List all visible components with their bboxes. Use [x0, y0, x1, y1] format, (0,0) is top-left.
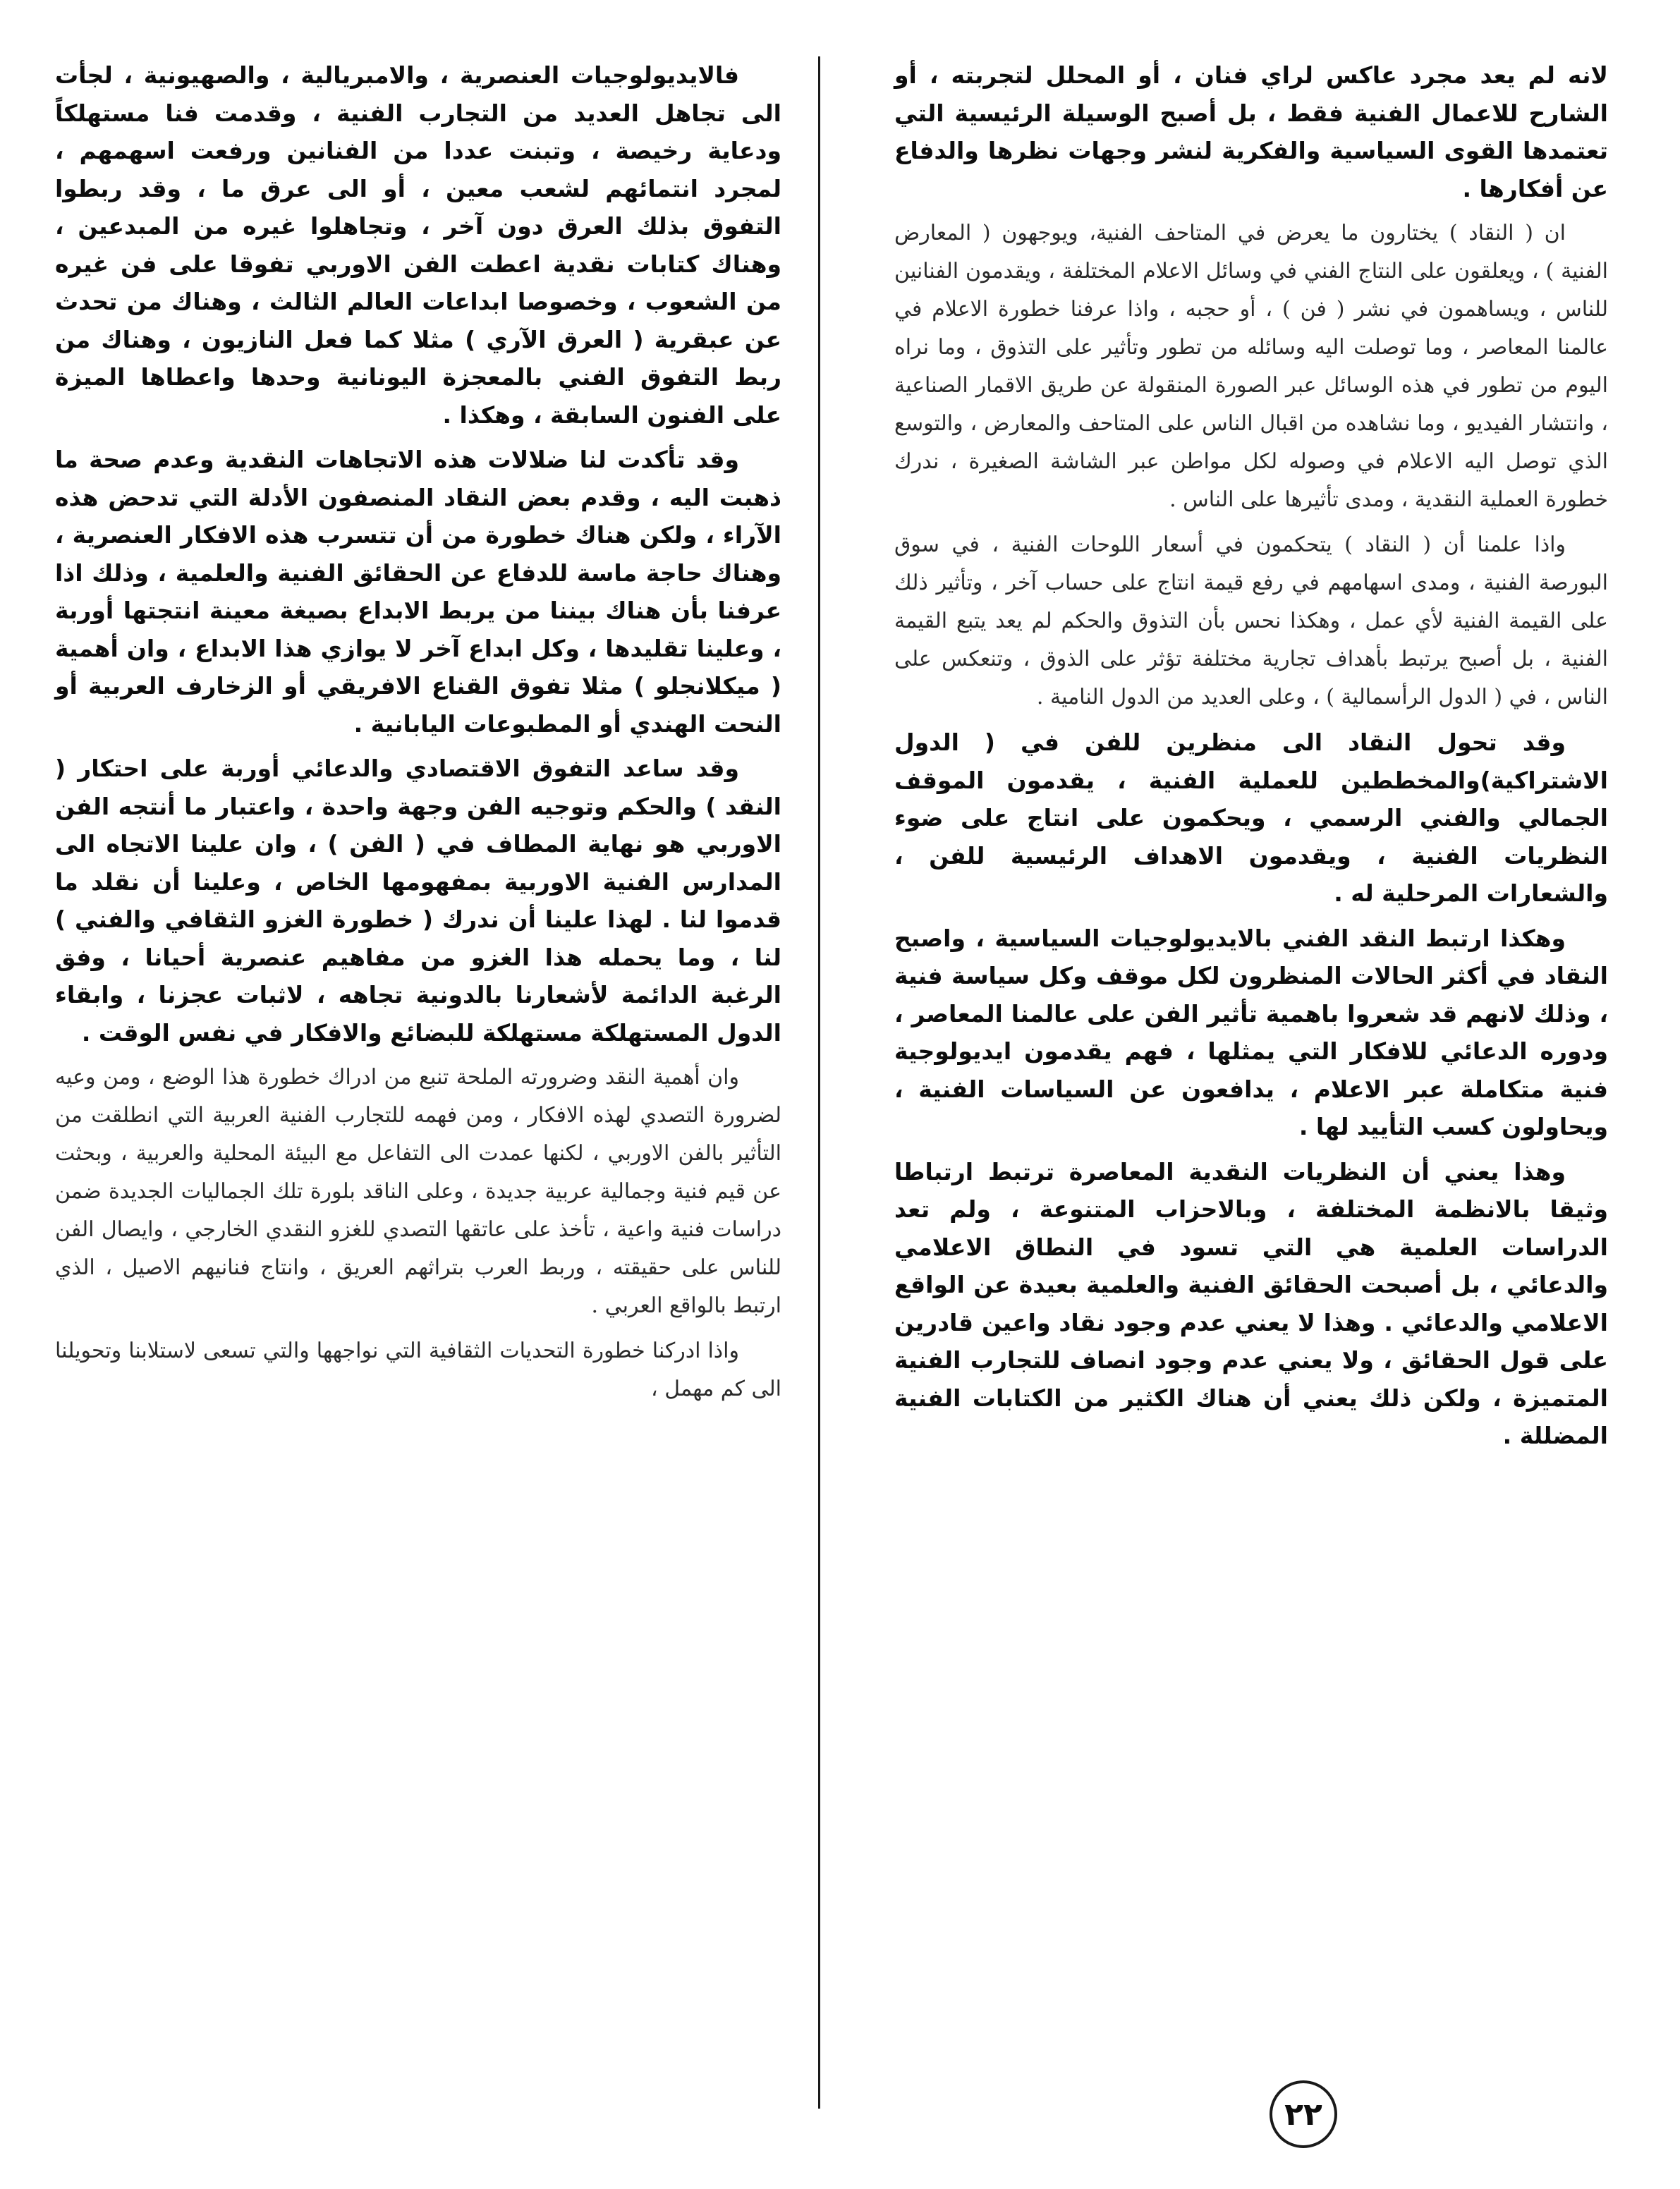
paragraph: وقد تحول النقاد الى منظرين للفن في ( الدول الاشتراكية)والمخططين للعملية الفنية ، يقدمون الموقف الجمالي والفني الرسمي ، ويحكمون على انتاج على ضوء النظريات الفنية ، ويقدمون الاهداف الرئيسية للفن ، والشعارات المرحلية له .: [894, 728, 1608, 907]
column-divider: [818, 56, 820, 2109]
page-number: ٢٢: [1270, 2080, 1337, 2148]
paragraph: فالايديولوجيات العنصرية ، والامبريالية ، والصهيونية ، لجأت الى تجاهل العديد من التجارب الفنية ، وقدمت فنا مستهلكاً ودعاية رخيصة ، وتبنت عددا من الفنانين ورفعت اسهمهم ، لمجرد انتمائهم لشعب معين ، أو الى عرق ما ، وقد ربطوا التفوق بذلك العرق دون آخر ، وتجاهلوا غيره من المبدعين ، وهناك كتابات نقدية اعطت الفن الاوربي تفوقا على فن غيره من الشعوب ، وخصوصا ابداعات العالم الثالث ، وهناك من تحدث عن عبقرية ( العرق الآري ) مثلا كما فعل النازيون ، وهناك من ربط التفوق الفني بالمعجزة اليونانية وحدها واعطاها الميزة على الفنون السابقة ، وهكذا .: [55, 61, 781, 429]
paragraph: لانه لم يعد مجرد عاكس لراي فنان ، أو المحلل لتجربته ، أو الشارح للاعمال الفنية فقط ، بل أصبح الوسيلة الرئيسية التي تعتمدها القوى السياسية والفكرية لنشر وجهات نظرها والدفاع عن أفكارها .: [894, 61, 1608, 202]
paragraph: وقد ساعد التفوق الاقتصادي والدعائي أوربة على احتكار ( النقد ) والحكم وتوجيه الفن وجهة واحدة ، واعتبار ما أنتجه الفن الاوربي هو نهاية المطاف في ( الفن ) ، وان علينا الاتجاه الى المدارس الفنية الاوربية بمفهومها الخاص ، وعلينا أن نقلد ما قدموا لنا . لهذا علينا أن ندرك ( خطورة الغزو الثقافي والفني ) لنا ، وما يحمله هذا الغزو من مفاهيم عنصرية أحيانا ، وفق الرغبة الدائمة لأشعارنا بالدونية تجاهه ، لاثبات عجزنا ، وابقاء الدول المستهلكة مستهلكة للبضائع والافكار في نفس الوقت .: [55, 755, 781, 1047]
left-text-column: [55, 56, 781, 1415]
paragraph: وقد تأكدت لنا ضلالات هذه الاتجاهات النقدية وعدم صحة ما ذهبت اليه ، وقدم بعض النقاد المنصفون الأدلة التي تدحض هذه الآراء ، ولكن هناك خطورة من أن تتسرب هذه الافكار العنصرية ، وهناك حاجة ماسة للدفاع عن الحقائق الفنية والعلمية ، وذلك اذا عرفنا بأن هناك بيننا من يربط الابداع بصيغة معينة انتجتها أوربة ، وعلينا تقليدها ، وكل ابداع آخر لا يوازي هذا الابداع ، وان أهمية ( ميكلانجلو ) مثلا تفوق القناع الافريقي أو الزخارف العربية أو النحت الهندي أو المطبوعات اليابانية .: [55, 446, 781, 738]
right-text-column: [894, 56, 1608, 1462]
paragraph: واذا ادركنا خطورة التحديات الثقافية التي نواجهها والتي تسعى لاستلابنا وتحويلنا الى كم مهمل ،: [55, 1339, 781, 1401]
paragraph: واذا علمنا أن ( النقاد ) يتحكمون في أسعار اللوحات الفنية ، في سوق البورصة الفنية ، ومدى اسهامهم في رفع قيمة انتاج على حساب آخر ، وتأثير ذلك على القيمة الفنية لأي عمل ، وهكذا نحس بأن التذوق والحكم لم يعد يتبع القيمة الفنية ، بل أصبح يرتبط بأهداف تجارية مختلفة تؤثر على الذوق ، وتنعكس على الناس ، في ( الدول الرأسمالية ) ، وعلى العديد من الدول النامية .: [894, 532, 1608, 709]
paragraph: ان ( النقاد ) يختارون ما يعرض في المتاحف الفنية، ويوجهون ( المعارض الفنية ) ، ويعلقون على النتاج الفني في وسائل الاعلام المختلفة ، ويقدمون الفنانين للناس ، ويساهمون في نشر ( فن ) ، أو حجبه ، واذا عرفنا خطورة الاعلام في عالمنا المعاصر ، وما توصلت اليه وسائله من تطور وتأثير على التذوق ، وما نراه اليوم من تطور في هذه الوسائل عبر الصورة المنقولة عن طريق الاقمار الصناعية ، وانتشار الفيديو ، وما نشاهده من اقبال الناس على المتاحف والمعارض ، والتوسع الذي توصل اليه الاعلام في وصوله لكل مواطن عبر الشاشة الصغيرة ، ندرك خطورة العملية النقدية ، ومدى تأثيرها على الناس .: [894, 221, 1608, 512]
paragraph: وهذا يعني أن النظريات النقدية المعاصرة ترتبط ارتباطا وثيقا بالانظمة المختلفة ، وبالاحزاب المتنوعة ، ولم تعد الدراسات العلمية هي التي تسود في النطاق الاعلامي والدعائي ، بل أصبحت الحقائق الفنية والعلمية بعيدة عن الواقع الاعلامي والدعائي . وهذا لا يعني عدم وجود نقاد واعين قادرين على قول الحقائق ، ولا يعني عدم وجود انصاف للتجارب الفنية المتميزة ، ولكن ذلك يعني أن هناك الكثير من الكتابات الفنية المضللة .: [894, 1157, 1608, 1449]
paragraph: وهكذا ارتبط النقد الفني بالايديولوجيات السياسية ، واصبح النقاد في أكثر الحالات المنظرون لكل موقف وكل سياسة فنية ، وذلك لانهم قد شعروا باهمية تأثير الفن على عالمنا المعاصر ، ودوره الدعائي للافكار التي يمثلها ، فهم يقدمون ايديولوجية فنية متكاملة عبر الاعلام ، يدافعون عن السياسات الفنية ، ويحاولون كسب التأييد لها .: [894, 924, 1608, 1140]
paragraph: وان أهمية النقد وضرورته الملحة تنبع من ادراك خطورة هذا الوضع ، ومن وعيه لضرورة التصدي لهذه الافكار ، ومن فهمه للتجارب الفنية العربية التي انطلقت من التأثير بالفن الاوربي ، لكنها عمدت الى التفاعل مع البيئة المحلية والعربية ، وبحثت عن قيم فنية وجمالية عربية جديدة ، وعلى الناقد بلورة تلك الجماليات الجديدة ضمن دراسات فنية واعية ، تأخذ على عاتقها التصدي للغزو النقدي الخارجي ، وايصال الفن للناس على حقيقته ، وربط العرب بتراثهم العريق ، وانتاج فنانيهم الاصيل ، الذي ارتبط بالواقع العربي .: [55, 1065, 781, 1318]
